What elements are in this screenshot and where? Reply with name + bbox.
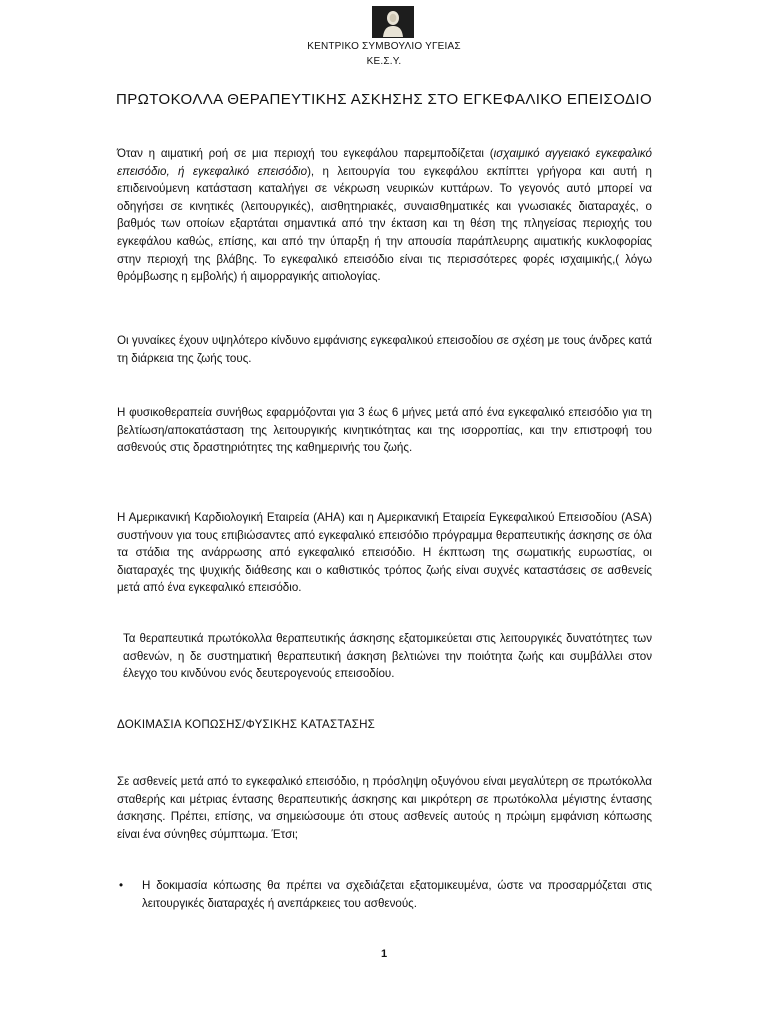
document-title: ΠΡΩΤΟΚΟΛΛΑ ΘΕΡΑΠΕΥΤΙΚΗΣ ΑΣΚΗΣΗΣ ΣΤΟ ΕΓΚΕΦΑΛΙΚΟ ΕΠΕΙΣΟΔΙΟ	[115, 91, 653, 108]
paragraph-oxygen-uptake: Σε ασθενείς μετά από το εγκεφαλικό επεισόδιο, η πρόσληψη οξυγόνου είναι μεγαλύτερη σε πρωτόκολλα σταθερής και μέτριας έντασης θεραπευτικής άσκησης και μικρότερη σε πρωτόκολλα μέγιστης έντασης άσκησης. Πρέπει, επίσης, να σημειώσουμε ότι στους ασθενείς αυτούς η πρώιμη εμφάνιση κόπωσης είναι ένα σύνηθες σύμπτωμα. Έτσι;	[117, 775, 652, 841]
paragraph-intro	[117, 145, 652, 286]
section-heading: ΔΟΚΙΜΑΣΙΑ ΚΟΠΩΣΗΣ/ΦΥΣΙΚΗΣ ΚΑΤΑΣΤΑΣΗΣ	[117, 718, 376, 731]
paragraph-women-risk: Οι γυναίκες έχουν υψηλότερο κίνδυνο εμφάνισης εγκεφαλικού επεισοδίου σε σχέση με τους άνδρες κατά τη διάρκεια της ζωής τους.	[117, 334, 652, 365]
paragraph-intro-part-b: ), η λειτουργία του εγκεφάλου εκπίπτει γρήγορα και αυτή η επιδεινούμενη κατάσταση καταλήγει σε νέκρωση νευρικών κυττάρων. Το γεγονός αυτό μπορεί να οδηγήσει σε κινητικές (λειτουργικές), αισθητηριακές, συναισθηματικές και γνωσιακές διαταραχές, ο βαθμός των οποίων εξαρτάται σημαντικά από την έκταση και τη θέση της πληγείσας περιοχής του εγκεφάλου καθώς, επίσης, και από την ύπαρξη ή την απουσία παράπλευρης αιματικής κυκλοφορίας στην περιοχή της βλάβης. Το εγκεφαλικό επεισόδιο είναι τις περισσότερες φορές ισχαιμικής,( λόγω θρόμβωσης η εμβολής) ή αιμορραγικής αιτιολογίας.	[117, 164, 652, 284]
paragraph-protocols: Τα θεραπευτικά πρωτόκολλα θεραπευτικής άσκησης εξατομικεύεται στις λειτουργικές δυνατότητες των ασθενών, η δε συστηματική θεραπευτική άσκηση βελτιώνει την ποιότητα ζωής και συμβάλλει στον έλεγχο του κινδύνου ενός δευτερογενούς επεισοδίου.	[123, 632, 652, 681]
bust-portrait-emblem-icon	[372, 6, 414, 38]
list-item	[117, 877, 652, 912]
organization-name: ΚΕΝΤΡΙΚΟ ΣΥΜΒΟΥΛΙΟ ΥΓΕΙΑΣ	[307, 41, 461, 52]
organization-abbreviation: ΚΕ.Σ.Υ.	[366, 56, 402, 67]
paragraph-intro-italic: ισχαιμικό αγγειακό εγκεφαλικό επεισόδιο, ή εγκεφαλικό επεισόδιο	[117, 147, 653, 178]
list-item-text: Η δοκιμασία κόπωσης θα πρέπει να σχεδιάζεται εξατομικευμένα, ώστε να προσαρμόζεται στις λειτουργικές διαταραχές ή ανεπάρκειες του ασθενούς.	[142, 879, 652, 910]
page-number: 1	[380, 948, 388, 960]
paragraph-physiotherapy: Η φυσικοθεραπεία συνήθως εφαρμόζονται για 3 έως 6 μήνες μετά από ένα εγκεφαλικό επεισόδιο για τη βελτίωση/αποκατάσταση της λειτουργικής κινητικότητας και της ισορροπίας, και την επιστροφή του ασθενούς στις δραστηριότητες της καθημερινής του ζωής.	[117, 406, 652, 455]
paragraph-intro-part-a: Όταν η αιματική ροή σε μια περιοχή του εγκεφάλου παρεμποδίζεται (	[117, 147, 494, 160]
bullet-icon: •	[119, 879, 124, 892]
paragraph-aha-asa: Η Αμερικανική Καρδιολογική Εταιρεία (AHA) και η Αμερικανική Εταιρεία Εγκεφαλικού Επεισοδίου (ASA) συστήνουν για τους επιβιώσαντες από εγκεφαλικό επεισόδιο πρόγραμμα θεραπευτικής άσκησης σε όλα τα στάδια της ανάρρωσης από εγκεφαλικό επεισόδιο. Η έκπτωση της σωματικής ευρωστίας, οι διαταραχές της ψυχικής διάθεσης και ο καθιστικός τρόπος ζωής είναι συχνές καταστάσεις σε ασθενείς μετά από ένα εγκεφαλικό επεισόδιο.	[117, 511, 652, 595]
